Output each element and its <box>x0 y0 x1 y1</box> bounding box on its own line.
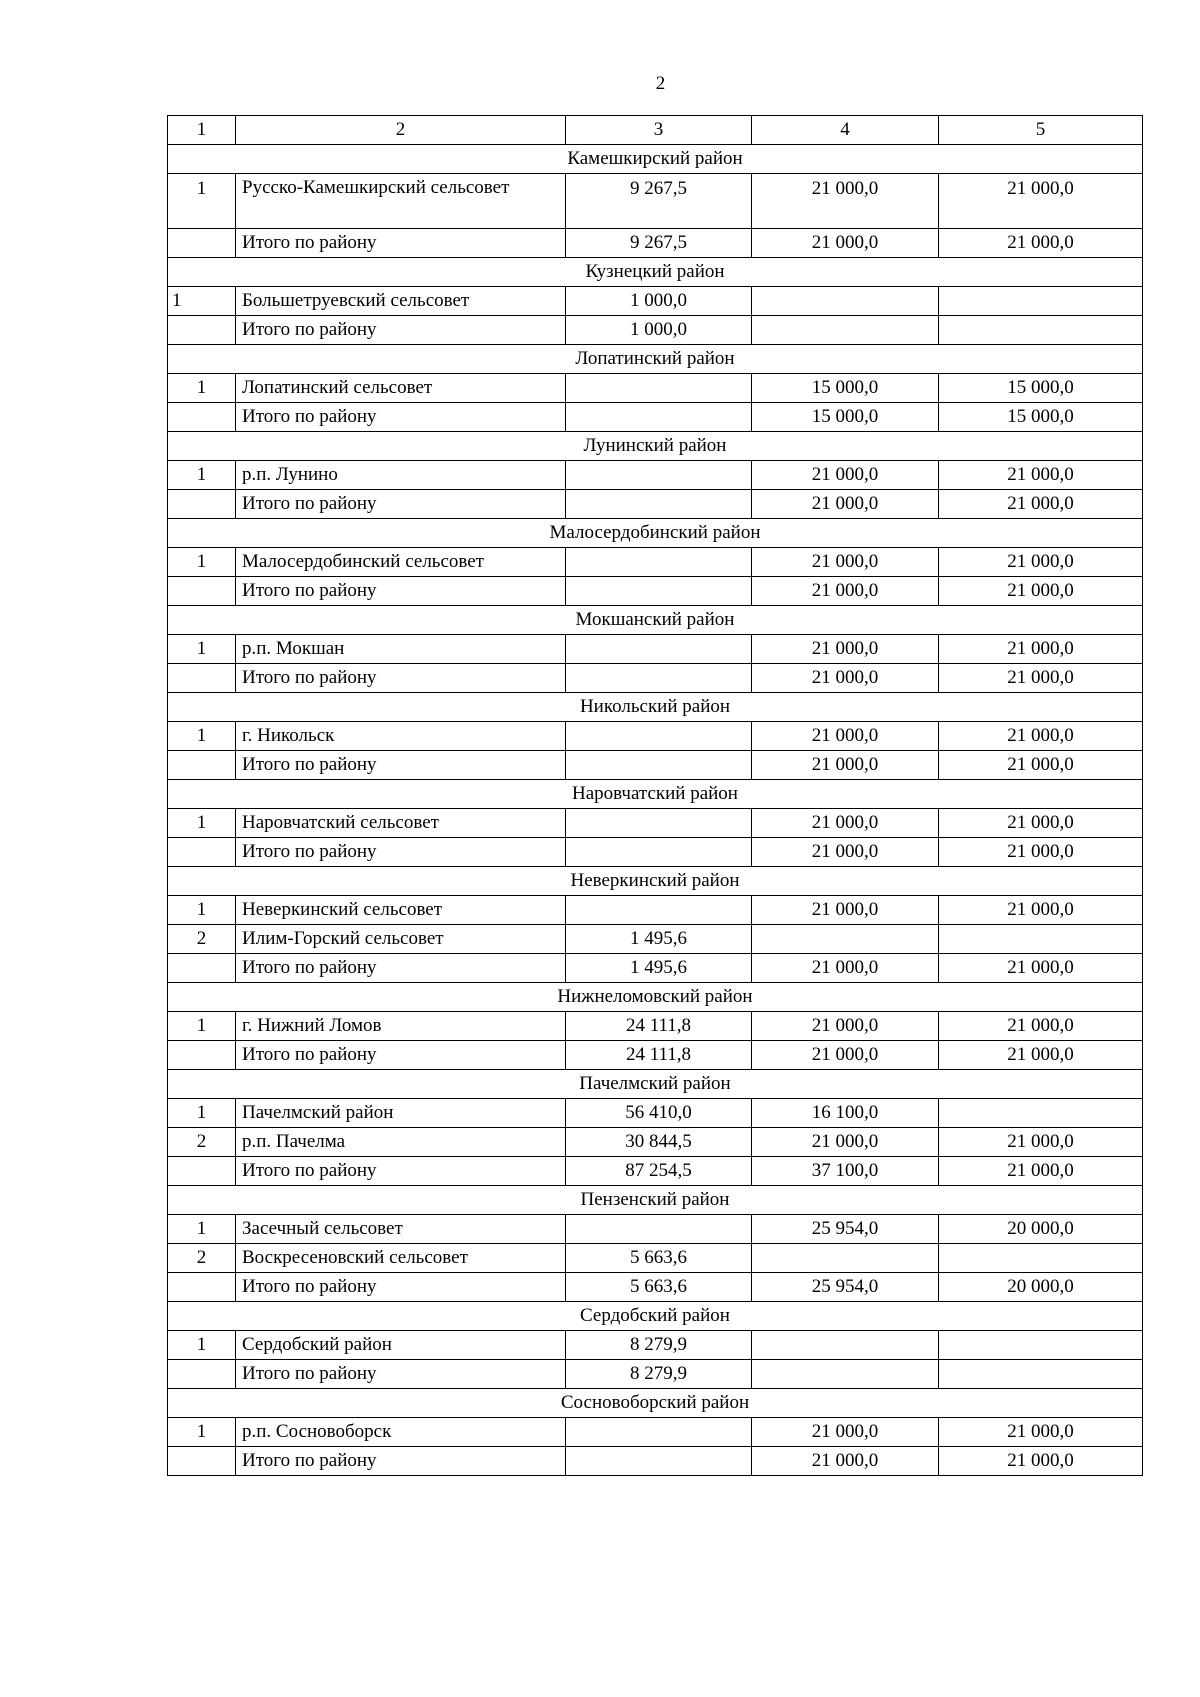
value-col-5: 21 000,0 <box>939 664 1143 693</box>
row-index <box>168 403 236 432</box>
value-col-3: 1 495,6 <box>566 925 752 954</box>
row-index <box>168 490 236 519</box>
municipality-name: г. Никольск <box>236 722 566 751</box>
district-total-row <box>168 1447 1143 1476</box>
municipality-name: Итого по району <box>236 490 566 519</box>
row-index <box>168 1041 236 1070</box>
value-col-4: 15 000,0 <box>752 403 939 432</box>
row-index: 1 <box>168 896 236 925</box>
value-col-3 <box>566 374 752 403</box>
district-total-row <box>168 490 1143 519</box>
table-row <box>168 174 1143 229</box>
row-index: 1 <box>168 809 236 838</box>
value-col-3: 1 000,0 <box>566 316 752 345</box>
row-index: 1 <box>168 1418 236 1447</box>
value-col-5: 21 000,0 <box>939 1447 1143 1476</box>
row-index <box>168 577 236 606</box>
table-row <box>168 287 1143 316</box>
value-col-4: 25 954,0 <box>752 1273 939 1302</box>
value-col-5 <box>939 1331 1143 1360</box>
value-col-5: 15 000,0 <box>939 374 1143 403</box>
row-index: 1 <box>168 374 236 403</box>
row-index: 2 <box>168 925 236 954</box>
value-col-5 <box>939 287 1143 316</box>
value-col-3: 24 111,8 <box>566 1012 752 1041</box>
value-col-4: 21 000,0 <box>752 461 939 490</box>
row-index <box>168 838 236 867</box>
row-index <box>168 1447 236 1476</box>
district-total-row <box>168 403 1143 432</box>
municipality-name: Засечный сельсовет <box>236 1215 566 1244</box>
district-total-row <box>168 1360 1143 1389</box>
allocation-table <box>167 115 1143 1476</box>
value-col-3: 8 279,9 <box>566 1331 752 1360</box>
row-index <box>168 1157 236 1186</box>
value-col-4: 21 000,0 <box>752 548 939 577</box>
district-total-row <box>168 664 1143 693</box>
row-index: 1 <box>168 1331 236 1360</box>
row-index: 1 <box>168 635 236 664</box>
district-name: Лунинский район <box>168 432 1143 461</box>
value-col-4: 21 000,0 <box>752 1012 939 1041</box>
municipality-name: Итого по району <box>236 229 566 258</box>
value-col-4: 21 000,0 <box>752 896 939 925</box>
table-row <box>168 1215 1143 1244</box>
municipality-name: Итого по району <box>236 664 566 693</box>
value-col-5: 21 000,0 <box>939 1012 1143 1041</box>
municipality-name: р.п. Сосновоборск <box>236 1418 566 1447</box>
municipality-name: Воскресеновский сельсовет <box>236 1244 566 1273</box>
district-name: Пензенский район <box>168 1186 1143 1215</box>
municipality-name: Наровчатский сельсовет <box>236 809 566 838</box>
district-header-row <box>168 258 1143 287</box>
table-row <box>168 635 1143 664</box>
value-col-3: 87 254,5 <box>566 1157 752 1186</box>
municipality-name: Лопатинский сельсовет <box>236 374 566 403</box>
district-header-row <box>168 983 1143 1012</box>
table-row <box>168 809 1143 838</box>
table-row <box>168 1012 1143 1041</box>
district-name: Лопатинский район <box>168 345 1143 374</box>
value-col-3 <box>566 664 752 693</box>
value-col-5: 21 000,0 <box>939 1041 1143 1070</box>
value-col-5 <box>939 1244 1143 1273</box>
table-row <box>168 461 1143 490</box>
value-col-3: 1 495,6 <box>566 954 752 983</box>
value-col-5: 21 000,0 <box>939 954 1143 983</box>
value-col-5: 21 000,0 <box>939 896 1143 925</box>
value-col-4: 21 000,0 <box>752 1041 939 1070</box>
value-col-4 <box>752 925 939 954</box>
table-row <box>168 374 1143 403</box>
row-index: 1 <box>168 722 236 751</box>
column-header-2: 2 <box>236 116 566 145</box>
municipality-name: Итого по району <box>236 1360 566 1389</box>
value-col-3 <box>566 577 752 606</box>
district-name: Пачелмский район <box>168 1070 1143 1099</box>
district-name: Никольский район <box>168 693 1143 722</box>
value-col-5: 21 000,0 <box>939 1157 1143 1186</box>
value-col-3: 9 267,5 <box>566 174 752 229</box>
district-name: Нижнеломовский район <box>168 983 1143 1012</box>
value-col-5: 21 000,0 <box>939 174 1143 229</box>
value-col-3: 5 663,6 <box>566 1244 752 1273</box>
value-col-4: 21 000,0 <box>752 1128 939 1157</box>
municipality-name: Итого по району <box>236 954 566 983</box>
district-total-row <box>168 1041 1143 1070</box>
district-name: Наровчатский район <box>168 780 1143 809</box>
table-row <box>168 722 1143 751</box>
value-col-4: 21 000,0 <box>752 809 939 838</box>
row-index: 1 <box>168 461 236 490</box>
district-header-row <box>168 606 1143 635</box>
municipality-name: Русско-Камешкирский сельсовет <box>236 174 566 229</box>
row-index: 2 <box>168 1128 236 1157</box>
table-row <box>168 1418 1143 1447</box>
municipality-name: г. Нижний Ломов <box>236 1012 566 1041</box>
municipality-name: Большетруевский сельсовет <box>236 287 566 316</box>
value-col-4: 21 000,0 <box>752 174 939 229</box>
district-name: Мокшанский район <box>168 606 1143 635</box>
value-col-5: 21 000,0 <box>939 722 1143 751</box>
municipality-name: Итого по району <box>236 1447 566 1476</box>
value-col-5 <box>939 925 1143 954</box>
value-col-3 <box>566 635 752 664</box>
district-total-row <box>168 1157 1143 1186</box>
value-col-5: 15 000,0 <box>939 403 1143 432</box>
municipality-name: Итого по району <box>236 838 566 867</box>
district-header-row <box>168 1302 1143 1331</box>
municipality-name: Пачелмский район <box>236 1099 566 1128</box>
value-col-4 <box>752 1360 939 1389</box>
district-total-row <box>168 1273 1143 1302</box>
value-col-3 <box>566 1418 752 1447</box>
column-header-4: 4 <box>752 116 939 145</box>
value-col-4 <box>752 316 939 345</box>
value-col-3: 9 267,5 <box>566 229 752 258</box>
row-index <box>168 1360 236 1389</box>
row-index <box>168 751 236 780</box>
municipality-name: Илим-Горский сельсовет <box>236 925 566 954</box>
district-header-row <box>168 345 1143 374</box>
district-name: Сосновоборский район <box>168 1389 1143 1418</box>
value-col-3: 5 663,6 <box>566 1273 752 1302</box>
value-col-4: 21 000,0 <box>752 1418 939 1447</box>
value-col-4 <box>752 287 939 316</box>
value-col-4: 21 000,0 <box>752 722 939 751</box>
value-col-5: 21 000,0 <box>939 635 1143 664</box>
municipality-name: Итого по району <box>236 1041 566 1070</box>
district-total-row <box>168 838 1143 867</box>
value-col-4: 21 000,0 <box>752 635 939 664</box>
value-col-5: 20 000,0 <box>939 1273 1143 1302</box>
municipality-name: р.п. Пачелма <box>236 1128 566 1157</box>
municipality-name: Итого по району <box>236 577 566 606</box>
value-col-3 <box>566 809 752 838</box>
value-col-4: 21 000,0 <box>752 490 939 519</box>
district-header-row <box>168 519 1143 548</box>
value-col-3 <box>566 751 752 780</box>
district-name: Малосердобинский район <box>168 519 1143 548</box>
table-row <box>168 1244 1143 1273</box>
value-col-5: 21 000,0 <box>939 461 1143 490</box>
municipality-name: Итого по району <box>236 1273 566 1302</box>
row-index <box>168 954 236 983</box>
column-header-5: 5 <box>939 116 1143 145</box>
municipality-name: Итого по району <box>236 1157 566 1186</box>
value-col-5: 21 000,0 <box>939 490 1143 519</box>
row-index <box>168 316 236 345</box>
column-header-3: 3 <box>566 116 752 145</box>
value-col-5: 20 000,0 <box>939 1215 1143 1244</box>
value-col-5: 21 000,0 <box>939 548 1143 577</box>
value-col-3 <box>566 1447 752 1476</box>
table-row <box>168 1331 1143 1360</box>
value-col-4 <box>752 1244 939 1273</box>
row-index: 1 <box>168 287 236 316</box>
municipality-name: р.п. Мокшан <box>236 635 566 664</box>
value-col-5: 21 000,0 <box>939 751 1143 780</box>
district-header-row <box>168 867 1143 896</box>
value-col-5 <box>939 1360 1143 1389</box>
value-col-5: 21 000,0 <box>939 229 1143 258</box>
value-col-5: 21 000,0 <box>939 1418 1143 1447</box>
district-header-row <box>168 1186 1143 1215</box>
municipality-name: Неверкинский сельсовет <box>236 896 566 925</box>
column-number-row <box>168 116 1143 145</box>
row-index: 1 <box>168 1099 236 1128</box>
district-header-row <box>168 432 1143 461</box>
district-total-row <box>168 316 1143 345</box>
municipality-name: Малосердобинский сельсовет <box>236 548 566 577</box>
value-col-3: 24 111,8 <box>566 1041 752 1070</box>
value-col-3 <box>566 403 752 432</box>
value-col-4: 21 000,0 <box>752 229 939 258</box>
value-col-4: 25 954,0 <box>752 1215 939 1244</box>
municipality-name: Итого по району <box>236 403 566 432</box>
value-col-5 <box>939 316 1143 345</box>
municipality-name: Сердобский район <box>236 1331 566 1360</box>
row-index: 2 <box>168 1244 236 1273</box>
row-index <box>168 229 236 258</box>
value-col-4: 21 000,0 <box>752 1447 939 1476</box>
district-name: Камешкирский район <box>168 145 1143 174</box>
district-total-row <box>168 751 1143 780</box>
row-index: 1 <box>168 1215 236 1244</box>
value-col-3: 1 000,0 <box>566 287 752 316</box>
district-header-row <box>168 1070 1143 1099</box>
value-col-3 <box>566 490 752 519</box>
row-index: 1 <box>168 548 236 577</box>
municipality-name: Итого по району <box>236 751 566 780</box>
value-col-4 <box>752 1331 939 1360</box>
table-body <box>168 116 1143 1476</box>
page-number: 2 <box>655 73 666 94</box>
district-total-row <box>168 229 1143 258</box>
table-row <box>168 925 1143 954</box>
value-col-3: 8 279,9 <box>566 1360 752 1389</box>
value-col-4: 21 000,0 <box>752 954 939 983</box>
table-row <box>168 548 1143 577</box>
value-col-5: 21 000,0 <box>939 1128 1143 1157</box>
value-col-5: 21 000,0 <box>939 577 1143 606</box>
district-name: Сердобский район <box>168 1302 1143 1331</box>
district-header-row <box>168 1389 1143 1418</box>
district-total-row <box>168 954 1143 983</box>
value-col-5 <box>939 1099 1143 1128</box>
value-col-3: 30 844,5 <box>566 1128 752 1157</box>
column-header-1: 1 <box>168 116 236 145</box>
row-index <box>168 1273 236 1302</box>
municipality-name: р.п. Лунино <box>236 461 566 490</box>
row-index <box>168 664 236 693</box>
row-index: 1 <box>168 174 236 229</box>
value-col-3 <box>566 838 752 867</box>
district-total-row <box>168 577 1143 606</box>
value-col-3 <box>566 1215 752 1244</box>
value-col-4: 21 000,0 <box>752 838 939 867</box>
value-col-5: 21 000,0 <box>939 838 1143 867</box>
district-name: Кузнецкий район <box>168 258 1143 287</box>
value-col-3 <box>566 461 752 490</box>
table-row <box>168 896 1143 925</box>
district-header-row <box>168 145 1143 174</box>
value-col-4: 21 000,0 <box>752 751 939 780</box>
table-row <box>168 1128 1143 1157</box>
district-header-row <box>168 693 1143 722</box>
value-col-4: 37 100,0 <box>752 1157 939 1186</box>
value-col-3 <box>566 896 752 925</box>
value-col-4: 15 000,0 <box>752 374 939 403</box>
table-row <box>168 1099 1143 1128</box>
value-col-5: 21 000,0 <box>939 809 1143 838</box>
value-col-3 <box>566 548 752 577</box>
value-col-3 <box>566 722 752 751</box>
value-col-4: 21 000,0 <box>752 577 939 606</box>
value-col-4: 21 000,0 <box>752 664 939 693</box>
district-name: Неверкинский район <box>168 867 1143 896</box>
value-col-3: 56 410,0 <box>566 1099 752 1128</box>
district-header-row <box>168 780 1143 809</box>
value-col-4: 16 100,0 <box>752 1099 939 1128</box>
row-index: 1 <box>168 1012 236 1041</box>
municipality-name: Итого по району <box>236 316 566 345</box>
